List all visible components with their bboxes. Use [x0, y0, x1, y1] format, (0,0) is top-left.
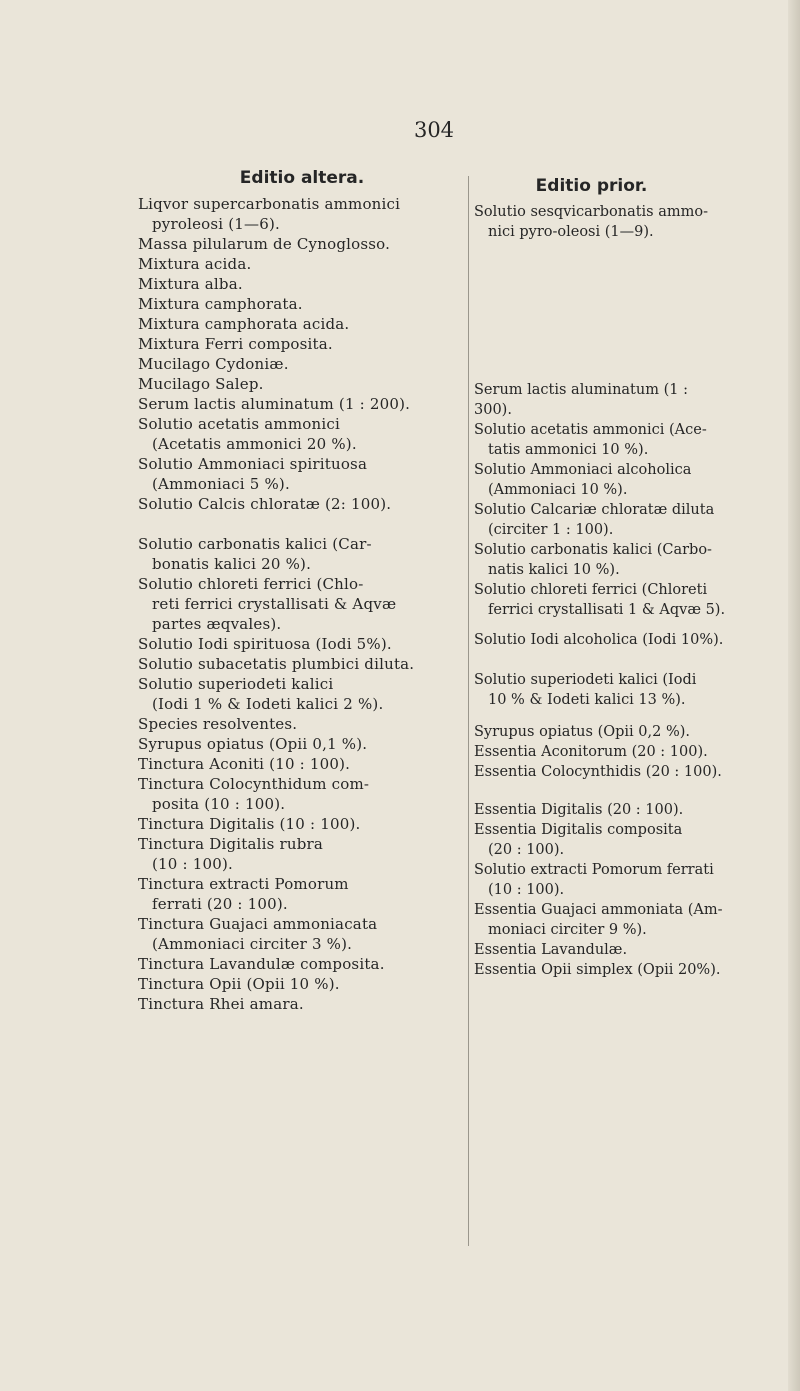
list-item	[138, 914, 466, 954]
entry-continuation: (Acetatis ammonici 20 %).	[152, 435, 357, 453]
entry-text: Solutio acetatis ammonici (Ace-	[474, 422, 707, 438]
entry-text: Solutio superiodeti kalici	[138, 675, 334, 693]
entry-continuation: moniaci circiter 9 %).	[488, 922, 647, 938]
list-item	[138, 414, 466, 454]
list-item	[474, 460, 729, 500]
entry-text: Tinctura Rhei amara.	[138, 995, 304, 1013]
list-item	[138, 374, 466, 394]
list-item	[138, 734, 466, 754]
list-item	[138, 834, 466, 874]
list-item	[474, 380, 729, 420]
entry-continuation: ferrici crystallisati 1 & Aqvæ 5).	[488, 602, 726, 618]
entry-text: Mixtura Ferri composita.	[138, 335, 333, 353]
list-item	[138, 454, 466, 494]
entry-text: Solutio superiodeti kalici (Iodi	[474, 672, 697, 688]
entry-text: Mixtura camphorata acida.	[138, 315, 350, 333]
entry-continuation: natis kalici 10 %).	[488, 562, 620, 578]
entry-text: Solutio acetatis ammonici	[138, 415, 340, 433]
list-item	[138, 294, 466, 314]
entry-text: Solutio carbonatis kalici (Carbo-	[474, 542, 712, 558]
entry-text: Solutio Ammoniaci spirituosa	[138, 455, 368, 473]
entry-continuation: (10 : 100).	[488, 882, 565, 898]
entry-text: Essentia Opii simplex (Opii 20%).	[474, 962, 721, 978]
entry-text: Solutio subacetatis plumbici diluta.	[138, 655, 415, 673]
list-item	[138, 754, 466, 774]
entry-text: Solutio sesqvicarbonatis ammo-	[474, 204, 708, 220]
list-item	[138, 314, 466, 334]
entry-text: Solutio chloreti ferrici (Chlo-	[138, 575, 364, 593]
page-number: 304	[413, 118, 455, 142]
column-heading-left: Editio altera.	[239, 168, 365, 188]
entry-text: Mixtura acida.	[138, 255, 252, 273]
entry-text: Essentia Digitalis composita	[474, 822, 683, 838]
entry-text: Solutio carbonatis kalici (Car-	[138, 535, 372, 553]
list-item	[138, 274, 466, 294]
entry-text: Essentia Guajaci ammoniata (Am-	[474, 902, 723, 918]
entry-continuation: tatis ammonici 10 %).	[488, 442, 649, 458]
entry-continuation: reti ferrici crystallisati & Aqvæ	[152, 595, 397, 613]
entry-list-right	[474, 202, 729, 980]
list-item	[138, 974, 466, 994]
entry-text: Solutio Calcariæ chloratæ diluta	[474, 502, 715, 518]
list-item	[474, 202, 729, 242]
list-item	[474, 762, 729, 782]
entry-text: Syrupus opiatus (Opii 0,2 %).	[474, 724, 690, 740]
list-item	[474, 580, 729, 620]
entry-text: Mucilago Cydoniæ.	[138, 355, 289, 373]
entry-text: Syrupus opiatus (Opii 0,1 %).	[138, 735, 368, 753]
list-item	[138, 634, 466, 654]
entry-text: Solutio chloreti ferrici (Chloreti	[474, 582, 708, 598]
entry-continuation: (Iodi 1 % & Iodeti kalici 2 %).	[152, 695, 384, 713]
column-editio-altera	[138, 168, 466, 1014]
entry-continuation: (20 : 100).	[488, 842, 565, 858]
entry-text: Liqvor supercarbonatis ammonici	[138, 195, 401, 213]
entry-text: Solutio Calcis chloratæ (2: 100).	[138, 495, 392, 513]
entry-text: Solutio Iodi alcoholica (Iodi 10%).	[474, 632, 724, 648]
list-item	[138, 234, 466, 254]
list-item	[474, 420, 729, 460]
entry-text: Tinctura Opii (Opii 10 %).	[138, 975, 340, 993]
list-item	[138, 874, 466, 914]
entry-text: Solutio Ammoniaci alcoholica	[474, 462, 692, 478]
list-item	[138, 534, 466, 574]
page-edge	[788, 0, 800, 1391]
entry-continuation: pyroleosi (1—6).	[152, 215, 281, 233]
list-item	[474, 820, 729, 860]
entry-text: Massa pilularum de Cynoglosso.	[138, 235, 391, 253]
list-item	[474, 670, 729, 710]
entry-text: Tinctura Guajaci ammoniacata	[138, 915, 378, 933]
entry-continuation: 10 % & Iodeti kalici 13 %).	[488, 692, 686, 708]
entry-continuation: partes æqvales).	[152, 615, 282, 633]
entry-text: Solutio Iodi spirituosa (Iodi 5%).	[138, 635, 392, 653]
entry-text: Essentia Digitalis (20 : 100).	[474, 802, 684, 818]
list-item	[474, 742, 729, 762]
list-item	[138, 954, 466, 974]
entry-text: Mixtura alba.	[138, 275, 243, 293]
entry-text: Essentia Aconitorum (20 : 100).	[474, 744, 708, 760]
entry-text: Essentia Colocynthidis (20 : 100).	[474, 764, 722, 780]
entry-continuation: ferrati (20 : 100).	[152, 895, 288, 913]
entry-text: Tinctura Aconiti (10 : 100).	[138, 755, 351, 773]
entry-continuation: (Ammoniaci circiter 3 %).	[152, 935, 353, 953]
entry-text: Mucilago Salep.	[138, 375, 264, 393]
list-item	[474, 800, 729, 820]
entry-text: Solutio extracti Pomorum ferrati	[474, 862, 714, 878]
entry-continuation: (Ammoniaci 10 %).	[488, 482, 628, 498]
list-item	[474, 960, 729, 980]
list-item	[138, 574, 466, 634]
list-item	[138, 394, 466, 414]
entry-continuation: nici pyro-oleosi (1—9).	[488, 224, 654, 240]
list-item	[138, 194, 466, 234]
list-item	[138, 254, 466, 274]
entry-text: Serum lactis aluminatum (1 : 200).	[138, 395, 411, 413]
entry-text: Tinctura Lavandulæ composita.	[138, 955, 385, 973]
entry-text: Tinctura Colocynthidum com-	[138, 775, 370, 793]
entry-continuation: (circiter 1 : 100).	[488, 522, 614, 538]
list-item	[138, 994, 466, 1014]
column-heading-right: Editio prior.	[535, 176, 648, 196]
entry-list-left	[138, 194, 466, 1014]
list-item	[474, 860, 729, 900]
list-item	[474, 900, 729, 940]
list-item	[138, 774, 466, 814]
entry-continuation: (Ammoniaci 5 %).	[152, 475, 290, 493]
entry-text: Tinctura Digitalis (10 : 100).	[138, 815, 361, 833]
entry-text: Species resolventes.	[138, 715, 298, 733]
entry-text: Serum lactis aluminatum (1 : 300).	[474, 382, 688, 418]
list-item	[474, 722, 729, 742]
entry-text: Essentia Lavandulæ.	[474, 942, 628, 958]
list-item	[138, 494, 466, 514]
entry-continuation: bonatis kalici 20 %).	[152, 555, 312, 573]
entry-continuation: (10 : 100).	[152, 855, 233, 873]
entry-continuation: posita (10 : 100).	[152, 795, 286, 813]
entry-text: Tinctura Digitalis rubra	[138, 835, 324, 853]
column-editio-prior	[468, 176, 729, 1246]
list-item	[138, 354, 466, 374]
list-item	[138, 674, 466, 714]
entry-text: Tinctura extracti Pomorum	[138, 875, 349, 893]
list-item	[474, 540, 729, 580]
list-item	[138, 654, 466, 674]
list-item	[138, 714, 466, 734]
list-item	[474, 940, 729, 960]
entry-text: Mixtura camphorata.	[138, 295, 303, 313]
list-item	[138, 814, 466, 834]
list-item	[474, 500, 729, 540]
list-item	[138, 334, 466, 354]
list-item	[474, 630, 729, 650]
